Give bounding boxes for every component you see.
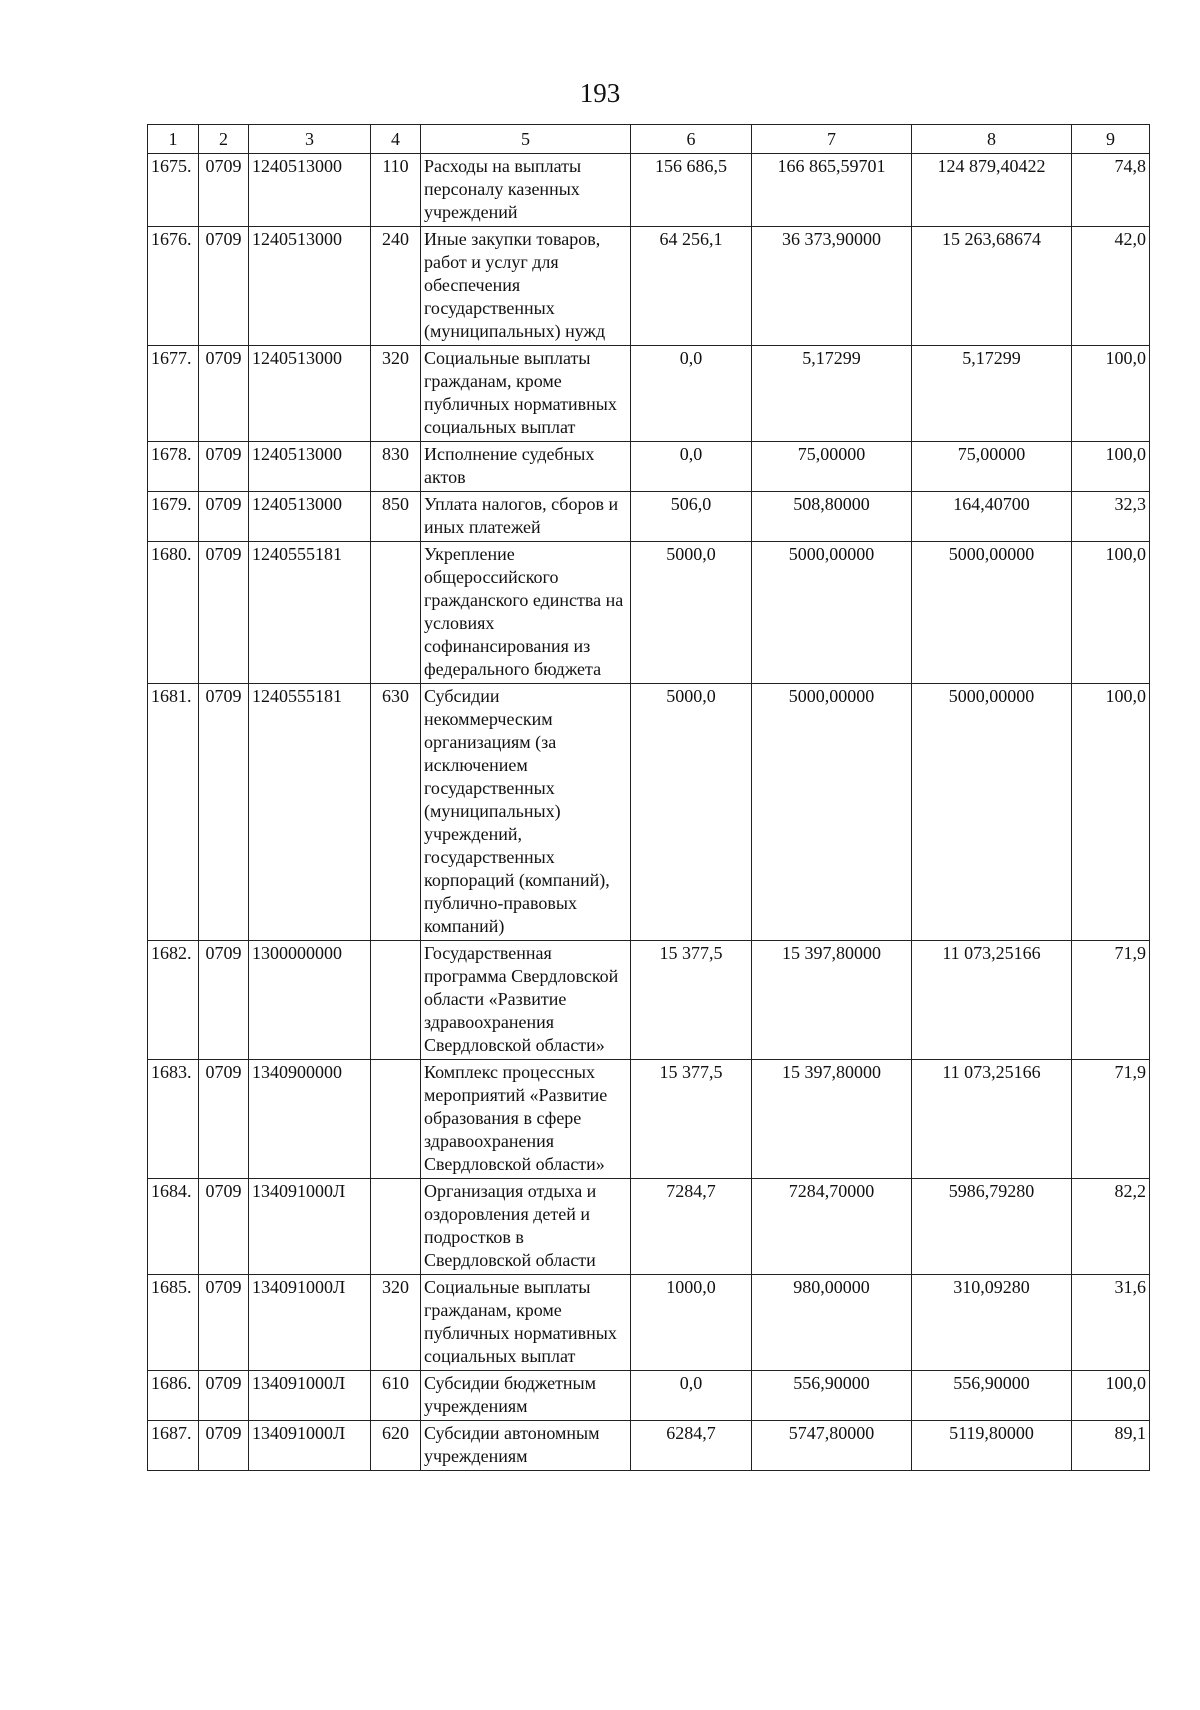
expense-type-code: 320: [371, 346, 421, 442]
column-header: 9: [1072, 125, 1150, 154]
section-code: 0709: [199, 442, 249, 492]
section-code: 0709: [199, 1179, 249, 1275]
item-name: Уплата налогов, сборов и иных платежей: [421, 492, 631, 542]
value-col6: 6284,7: [631, 1421, 752, 1471]
section-code: 0709: [199, 346, 249, 442]
row-number: 1676.: [148, 227, 199, 346]
target-article-code: 134091000Л: [249, 1275, 371, 1371]
section-code: 0709: [199, 154, 249, 227]
value-col8: 556,90000: [912, 1371, 1072, 1421]
row-number: 1678.: [148, 442, 199, 492]
item-name: Субсидии автономным учреждениям: [421, 1421, 631, 1471]
row-number: 1681.: [148, 684, 199, 941]
table-header-row: [148, 125, 1150, 154]
value-col9: 100,0: [1072, 542, 1150, 684]
value-col8: 310,09280: [912, 1275, 1072, 1371]
item-name: Социальные выплаты гражданам, кроме публичных нормативных социальных выплат: [421, 346, 631, 442]
value-col9: 74,8: [1072, 154, 1150, 227]
target-article-code: 1240513000: [249, 492, 371, 542]
value-col9: 100,0: [1072, 1371, 1150, 1421]
section-code: 0709: [199, 941, 249, 1060]
value-col7: 556,90000: [752, 1371, 912, 1421]
item-name: Социальные выплаты гражданам, кроме публичных нормативных социальных выплат: [421, 1275, 631, 1371]
table-row: [148, 442, 1150, 492]
row-number: 1680.: [148, 542, 199, 684]
table-row: [148, 1060, 1150, 1179]
item-name: Субсидии некоммерческим организациям (за исключением государственных (муниципальных) учреждений, государственных корпораций (компаний), публично-правовых компаний): [421, 684, 631, 941]
target-article-code: 1300000000: [249, 941, 371, 1060]
value-col8: 11 073,25166: [912, 1060, 1072, 1179]
value-col8: 11 073,25166: [912, 941, 1072, 1060]
column-header: 1: [148, 125, 199, 154]
table-row: [148, 1179, 1150, 1275]
table-row: [148, 346, 1150, 442]
row-number: 1685.: [148, 1275, 199, 1371]
table-row: [148, 684, 1150, 941]
value-col9: 42,0: [1072, 227, 1150, 346]
value-col9: 31,6: [1072, 1275, 1150, 1371]
value-col9: 100,0: [1072, 684, 1150, 941]
value-col6: 64 256,1: [631, 227, 752, 346]
value-col7: 15 397,80000: [752, 1060, 912, 1179]
target-article-code: 1240555181: [249, 542, 371, 684]
table-row: [148, 1371, 1150, 1421]
value-col6: 15 377,5: [631, 941, 752, 1060]
value-col6: 0,0: [631, 442, 752, 492]
value-col9: 71,9: [1072, 941, 1150, 1060]
value-col6: 7284,7: [631, 1179, 752, 1275]
table-row: [148, 941, 1150, 1060]
expense-type-code: 610: [371, 1371, 421, 1421]
column-header: 6: [631, 125, 752, 154]
value-col6: 156 686,5: [631, 154, 752, 227]
value-col6: 506,0: [631, 492, 752, 542]
expense-type-code: [371, 1179, 421, 1275]
column-header: 4: [371, 125, 421, 154]
value-col6: 1000,0: [631, 1275, 752, 1371]
column-header: 7: [752, 125, 912, 154]
value-col7: 7284,70000: [752, 1179, 912, 1275]
value-col6: 0,0: [631, 346, 752, 442]
value-col9: 89,1: [1072, 1421, 1150, 1471]
target-article-code: 134091000Л: [249, 1421, 371, 1471]
item-name: Субсидии бюджетным учреждениям: [421, 1371, 631, 1421]
section-code: 0709: [199, 1421, 249, 1471]
column-header: 2: [199, 125, 249, 154]
value-col7: 15 397,80000: [752, 941, 912, 1060]
value-col7: 75,00000: [752, 442, 912, 492]
value-col6: 5000,0: [631, 684, 752, 941]
target-article-code: 1240513000: [249, 227, 371, 346]
section-code: 0709: [199, 492, 249, 542]
target-article-code: 1240513000: [249, 154, 371, 227]
value-col9: 82,2: [1072, 1179, 1150, 1275]
expense-type-code: 110: [371, 154, 421, 227]
expense-type-code: [371, 1060, 421, 1179]
value-col6: 5000,0: [631, 542, 752, 684]
section-code: 0709: [199, 1371, 249, 1421]
value-col9: 100,0: [1072, 442, 1150, 492]
value-col8: 5986,79280: [912, 1179, 1072, 1275]
item-name: Исполнение судебных актов: [421, 442, 631, 492]
table-row: [148, 492, 1150, 542]
value-col7: 508,80000: [752, 492, 912, 542]
expense-type-code: 830: [371, 442, 421, 492]
item-name: Укрепление общероссийского гражданского единства на условиях софинансирования из федерального бюджета: [421, 542, 631, 684]
expense-type-code: [371, 542, 421, 684]
row-number: 1683.: [148, 1060, 199, 1179]
budget-table: [147, 124, 1150, 1471]
row-number: 1686.: [148, 1371, 199, 1421]
expense-type-code: 630: [371, 684, 421, 941]
item-name: Государственная программа Свердловской области «Развитие здравоохранения Свердловской области»: [421, 941, 631, 1060]
item-name: Организация отдыха и оздоровления детей и подростков в Свердловской области: [421, 1179, 631, 1275]
value-col8: 15 263,68674: [912, 227, 1072, 346]
expense-type-code: 850: [371, 492, 421, 542]
row-number: 1677.: [148, 346, 199, 442]
value-col8: 75,00000: [912, 442, 1072, 492]
value-col9: 71,9: [1072, 1060, 1150, 1179]
value-col8: 5119,80000: [912, 1421, 1072, 1471]
page-number: 193: [579, 78, 621, 108]
row-number: 1684.: [148, 1179, 199, 1275]
section-code: 0709: [199, 1060, 249, 1179]
value-col8: 5000,00000: [912, 684, 1072, 941]
value-col6: 0,0: [631, 1371, 752, 1421]
row-number: 1675.: [148, 154, 199, 227]
target-article-code: 134091000Л: [249, 1179, 371, 1275]
value-col8: 5,17299: [912, 346, 1072, 442]
section-code: 0709: [199, 1275, 249, 1371]
column-header: 8: [912, 125, 1072, 154]
value-col9: 32,3: [1072, 492, 1150, 542]
value-col7: 166 865,59701: [752, 154, 912, 227]
target-article-code: 1240555181: [249, 684, 371, 941]
section-code: 0709: [199, 684, 249, 941]
value-col8: 124 879,40422: [912, 154, 1072, 227]
section-code: 0709: [199, 227, 249, 346]
row-number: 1682.: [148, 941, 199, 1060]
row-number: 1679.: [148, 492, 199, 542]
target-article-code: 1240513000: [249, 442, 371, 492]
target-article-code: 1240513000: [249, 346, 371, 442]
item-name: Расходы на выплаты персоналу казенных учреждений: [421, 154, 631, 227]
value-col8: 5000,00000: [912, 542, 1072, 684]
value-col7: 36 373,90000: [752, 227, 912, 346]
section-code: 0709: [199, 542, 249, 684]
expense-type-code: 620: [371, 1421, 421, 1471]
table-row: [148, 542, 1150, 684]
column-header: 5: [421, 125, 631, 154]
table-row: [148, 154, 1150, 227]
table-row: [148, 1275, 1150, 1371]
value-col7: 5,17299: [752, 346, 912, 442]
table-row: [148, 227, 1150, 346]
column-header: 3: [249, 125, 371, 154]
value-col9: 100,0: [1072, 346, 1150, 442]
row-number: 1687.: [148, 1421, 199, 1471]
item-name: Иные закупки товаров, работ и услуг для обеспечения государственных (муниципальных) нужд: [421, 227, 631, 346]
value-col6: 15 377,5: [631, 1060, 752, 1179]
value-col8: 164,40700: [912, 492, 1072, 542]
expense-type-code: 240: [371, 227, 421, 346]
value-col7: 5747,80000: [752, 1421, 912, 1471]
target-article-code: 1340900000: [249, 1060, 371, 1179]
expense-type-code: 320: [371, 1275, 421, 1371]
table-row: [148, 1421, 1150, 1471]
expense-type-code: [371, 941, 421, 1060]
value-col7: 980,00000: [752, 1275, 912, 1371]
target-article-code: 134091000Л: [249, 1371, 371, 1421]
item-name: Комплекс процессных мероприятий «Развитие образования в сфере здравоохранения Свердловской области»: [421, 1060, 631, 1179]
value-col7: 5000,00000: [752, 684, 912, 941]
value-col7: 5000,00000: [752, 542, 912, 684]
